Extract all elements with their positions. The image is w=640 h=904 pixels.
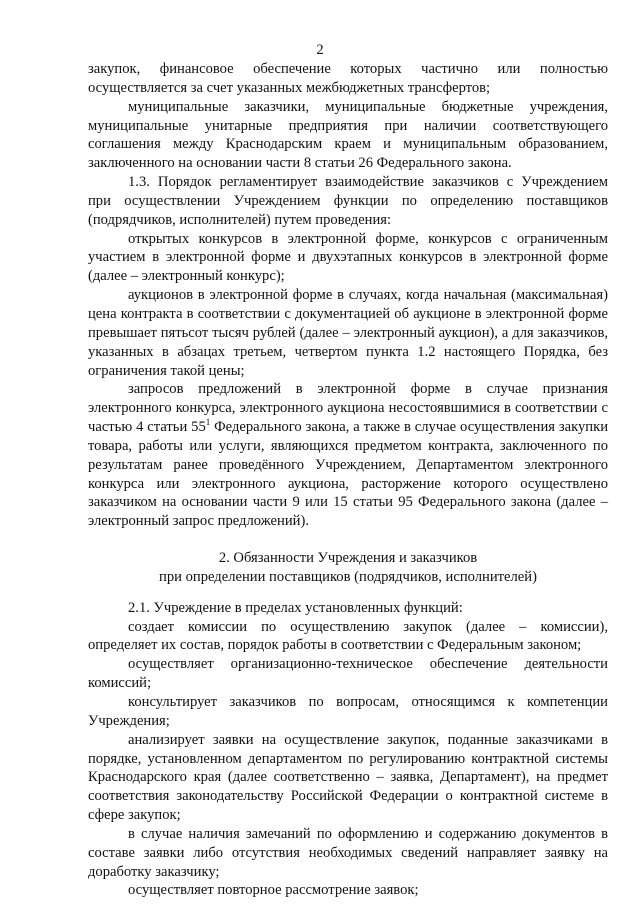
section-spacer-bottom [88, 587, 608, 599]
page-number: 2 [316, 42, 324, 58]
paragraph: осуществляет повторное рассмотрение заявок; [128, 882, 419, 899]
paragraph: закупок, финансовое обеспечение которых частично или полностью осуществляется за счет указанных межбюджетных трансфертов; [88, 61, 608, 96]
paragraph-requests [88, 380, 608, 531]
paragraph: муниципальные заказчики, муниципальные бюджетные учреждения, муниципальные унитарные предприятия при наличии соответствующего соглашения между Краснодарским краем и муниципальным образованием, заключенного на основании части 8 статьи 26 Федерального закона. [88, 98, 608, 172]
paragraph: открытых конкурсов в электронной форме, конкурсов с ограниченным участием в электронной форме и двухэтапных конкурсов в электронной форме (далее – электронный конкурс); [88, 230, 608, 285]
paragraph-requests-text-after: Федерального закона, а также в случае осуществления закупки товара, работы или услуги, являющихся предметом контракта, заключенного по результатам ранее проведённого Учреждением, Департаментом электронного конкурса или электронного аукциона, расторжение которого осуществлено заказчиком на основании части 9 или 15 статьи 95 Федерального закона (далее – электронный запрос предложений). [88, 419, 609, 530]
paragraph: анализирует заявки на осуществление закупок, поданные заказчиками в порядке, установленном департаментом по регулированию контрактной системы Краснодарского края (далее соответственно – заявка, Департамент), на предмет соответствия законодательству Российской Федерации о контрактной системе в сфере закупок; [88, 731, 608, 824]
paragraph: консультирует заказчиков по вопросам, относящимся к компетенции Учреждения; [88, 694, 608, 729]
section-title-line-2: при определении поставщиков (подрядчиков, исполнителей) [159, 568, 537, 585]
paragraph: осуществляет организационно-техническое обеспечение деятельности комиссий; [88, 656, 608, 692]
section-title-line-1: 2. Обязанности Учреждения и заказчиков [218, 550, 478, 567]
superscript-index: 1 [205, 417, 211, 428]
paragraph: в случае наличия замечаний по оформлению и содержанию документов в составе заявки либо отсутствия необходимых сведений направляет заявку на доработку заказчику; [88, 825, 608, 880]
paragraph: аукционов в электронной форме в случаях, когда начальная (максимальная) цена контракта в соответствии с документацией об аукционе в электронной форме превышает пятьсот тысяч рублей (далее – электронный аукцион), а для заказчиков, указанных в абзацах третьем, четвертом пункта 1.2 настоящего Порядка, без ограничения такой цены; [88, 287, 608, 379]
paragraph: создает комиссии по осуществлению закупок (далее – комиссии), определяет их состав, порядок работы в соответствии с Федеральным законом; [88, 618, 608, 654]
paragraph-requests-text-before: запросов предложений в электронной форме в случае признания электронного конкурса, электронного аукциона несостоявшимися в соответствии с частью 4 статьи 55 [88, 381, 608, 436]
paragraph-group-bottom [88, 599, 608, 901]
section-spacer-top [88, 531, 608, 549]
paragraph: 1.3. Порядок регламентирует взаимодействие заказчиков с Учреждением при осуществлении Учреждением функции по определению поставщиков (подрядчиков, исполнителей) путем проведения: [88, 174, 608, 228]
document-body [88, 60, 608, 900]
paragraph: 2.1. Учреждение в пределах установленных функций: [128, 599, 463, 616]
paragraph-group-top [88, 60, 608, 380]
